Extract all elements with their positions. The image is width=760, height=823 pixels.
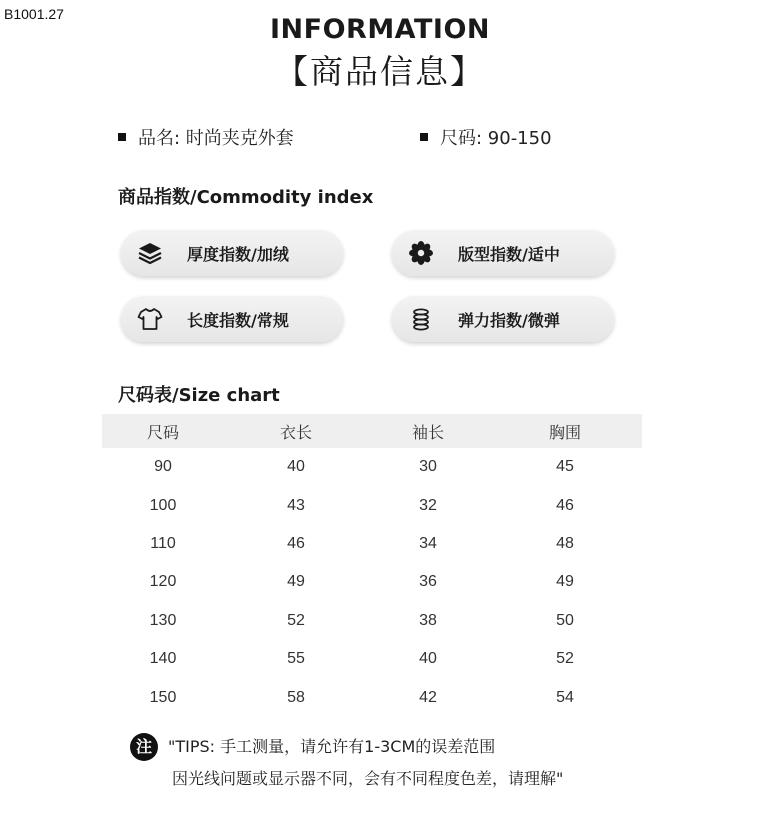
product-code: B1001.27 (0, 0, 68, 28)
table-row (102, 525, 642, 563)
table-row (102, 602, 642, 640)
table-cell: 32 (419, 496, 437, 514)
table-cell: 49 (287, 573, 305, 591)
tshirt-icon (135, 304, 165, 334)
table-cell: 50 (556, 611, 574, 629)
size-chart-title: 尺码表/Size chart (118, 385, 280, 406)
index-label: 版型指数/适中 (458, 244, 560, 264)
table-cell: 110 (150, 534, 176, 552)
table-cell: 34 (419, 534, 437, 552)
table-header-cell: 袖长 (411, 424, 444, 442)
index-label: 弹力指数/微弹 (458, 310, 560, 330)
table-cell: 38 (419, 611, 437, 629)
table-cell: 130 (149, 611, 177, 629)
product-name-item (118, 124, 294, 150)
table-cell: 90 (154, 458, 172, 476)
spring-icon (406, 304, 436, 334)
table-cell: 46 (287, 534, 305, 552)
table-cell: 54 (556, 688, 574, 706)
table-cell: 100 (149, 496, 177, 514)
table-cell: 52 (287, 611, 305, 629)
table-header-cell: 尺码 (146, 424, 179, 442)
table-header-row (102, 414, 642, 448)
index-pill-fit (392, 230, 614, 276)
product-info-row (118, 124, 700, 152)
index-label: 长度指数/常规 (187, 310, 289, 330)
table-cell: 58 (287, 688, 305, 706)
table-header-cell: 衣长 (279, 424, 312, 442)
commodity-index-title: 商品指数/Commodity index (118, 187, 374, 208)
bullet-square-icon (118, 133, 126, 141)
layers-icon (135, 238, 165, 268)
table-row (102, 563, 642, 601)
table-cell: 42 (419, 688, 437, 706)
table-cell: 52 (556, 650, 574, 668)
note-badge-icon: 注 (130, 733, 158, 761)
table-cell: 40 (419, 650, 437, 668)
table-row (102, 486, 642, 524)
table-cell: 46 (556, 496, 574, 514)
table-header-cell: 胸围 (548, 424, 581, 442)
table-cell: 30 (419, 458, 437, 476)
table-cell: 49 (556, 573, 574, 591)
table-cell: 120 (149, 573, 177, 591)
table-cell: 45 (556, 458, 574, 476)
product-size-label: 尺码: 90-150 (440, 128, 552, 149)
flower-icon (406, 238, 436, 268)
table-cell: 140 (149, 650, 177, 668)
table-cell: 36 (419, 573, 437, 591)
page-title-en: INFORMATION (269, 14, 490, 45)
product-size-item (420, 124, 552, 150)
index-label: 厚度指数/加绒 (187, 244, 289, 264)
index-pill-thickness (121, 230, 343, 276)
index-pill-elasticity (392, 296, 614, 342)
index-pill-length (121, 296, 343, 342)
size-chart-table (102, 414, 642, 717)
table-row (102, 678, 642, 716)
table-cell: 40 (287, 458, 305, 476)
table-cell: 55 (287, 650, 305, 668)
bullet-square-icon (420, 133, 428, 141)
table-cell: 150 (149, 688, 177, 706)
table-row (102, 640, 642, 678)
product-name-label: 品名: 时尚夹克外套 (138, 128, 294, 149)
table-row (102, 448, 642, 486)
tips-line-1: "TIPS: 手工测量，请允许有1-3CM的误差范围 (168, 737, 496, 756)
table-cell: 43 (287, 496, 305, 514)
tips-line-2: 因光线问题或显示器不同，会有不同程度色差，请理解" (172, 769, 564, 788)
page-title-cn: 【商品信息】 (275, 52, 485, 91)
table-cell: 48 (556, 534, 574, 552)
